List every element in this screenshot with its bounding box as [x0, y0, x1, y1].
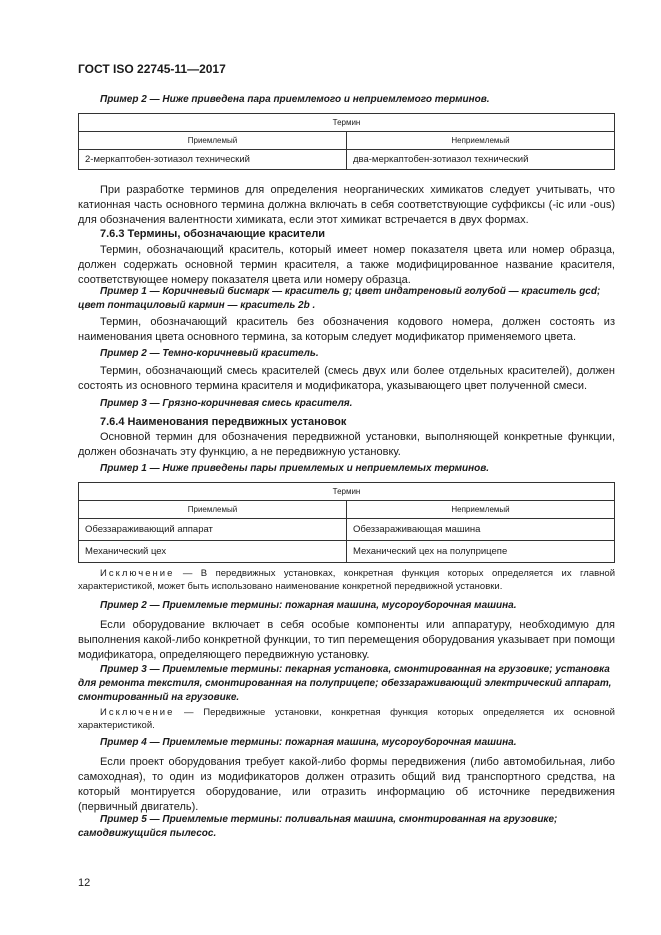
note-label: Исключение — [100, 568, 175, 579]
table-title: Термин — [79, 483, 615, 501]
table-title: Термин — [79, 114, 615, 132]
section-heading-7-6-3: 7.6.3 Термины, обозначающие красители — [100, 228, 326, 240]
example-dye-2: Пример 2 — Темно-коричневый краситель. — [100, 348, 319, 359]
paragraph-dye-3: Термин, обозначающий смесь красителей (смесь двух или более отдельных красителей), должен состоять из основного термина красителя и модификатора, указывающего цвет полученной смеси. — [78, 365, 615, 392]
paragraph-dye-2: Термин, обозначающий краситель без обозначения кодового номера, должен состоять из наименования цвета основного термина, за которым следует модификатор применяемого цвета. — [78, 316, 615, 343]
note-2 — [78, 706, 615, 732]
paragraph-mobile-1: Основной термин для обозначения передвижной установки, выполняющей конкретные функции, должен обозначать эту функцию, а не передвижную установку. — [78, 431, 615, 458]
section-heading-7-6-4: 7.6.4 Наименования передвижных установок — [100, 416, 347, 428]
paragraph-mobile-2: Если оборудование включает в себя особые компоненты или аппаратуру, необходимую для выполнения какой-либо конкретной функции, то тип перемещения оборудования указывает при помощи модификатора, определяющего передвижную установку. — [78, 619, 615, 661]
example-mobile-1: Пример 1 — Ниже приведены пары приемлемых и неприемлемых терминов. — [100, 463, 490, 474]
table-cell-unacceptable: Обеззараживающая машина — [347, 519, 615, 541]
table-row — [79, 541, 615, 563]
table-row — [79, 519, 615, 541]
example-dye-3: Пример 3 — Грязно-коричневая смесь красителя. — [100, 398, 353, 409]
example-dye-1: Пример 1 — Коричневый бисмарк — краситель g; цвет индатреновый голубой — краситель gcd; цвет понтациловый кармин — краситель 2b . — [78, 286, 601, 311]
table-cell-acceptable: 2-меркаптобен-зотиазол технический — [79, 150, 347, 170]
table-cell-acceptable: Обеззараживающий аппарат — [79, 519, 347, 541]
column-header-unacceptable: Неприемлемый — [347, 132, 615, 150]
note-text: — В передвижных установках, конкретная функция которых определяется их главной характеристикой, может быть использовано наименование конкретной передвижной установки. — [78, 568, 615, 592]
standard-header: ГОСТ ISO 22745-11—2017 — [78, 62, 226, 76]
example-mobile-5: Пример 5 — Приемлемые термины: поливальная машина, смонтированная на грузовике; самодвижущийся пылесос. — [78, 814, 558, 839]
column-header-acceptable: Приемлемый — [79, 501, 347, 519]
paragraph-mobile-3: Если проект оборудования требует какой-либо формы передвижения (либо автомобильная, либо самоходная), то один из модификаторов должен отразить общий вид транспортного средства, на который монтируется оборудование, или отразить информацию об источнике передвижения (первичный двигатель). — [78, 756, 615, 813]
terms-table-2 — [78, 482, 615, 563]
paragraph-dye-1: Термин, обозначающий краситель, который имеет номер показателя цвета или номер образца, должен содержать основной термин красителя, а также модифицированное название красителя, соответствующее номеру показателя цвета или номеру образца. — [78, 244, 615, 286]
column-header-unacceptable: Неприемлемый — [347, 501, 615, 519]
note-label: Исключение — [100, 707, 175, 718]
paragraph-inorganic: При разработке терминов для определения неорганических химикатов следует учитывать, что катионная часть основного термина должна включать в себя соответствующие суффиксы (-ic или -ous) для обозначения валентности химиката, если этот химикат встречается в двух формах. — [78, 184, 615, 226]
table-cell-unacceptable: Механический цех на полуприцепе — [347, 541, 615, 563]
note-text: — Передвижные установки, конкретная функция которых определяется их основной характеристикой. — [78, 707, 615, 731]
page-number: 12 — [78, 877, 91, 889]
example-mobile-4: Пример 4 — Приемлемые термины: пожарная машина, мусороуборочная машина. — [100, 737, 517, 748]
table-cell-acceptable: Механический цех — [79, 541, 347, 563]
table-row — [79, 150, 615, 170]
table-cell-unacceptable: два-меркаптобен-зотиазол технический — [347, 150, 615, 170]
example-mobile-3: Пример 3 — Приемлемые термины: пекарная установка, смонтированная на грузовике; установка для ремонта текстиля, смонтированная на полуприцепе; обеззараживающий электрический аппарат, смонтированный на грузовике. — [78, 664, 612, 703]
example-mobile-2: Пример 2 — Приемлемые термины: пожарная машина, мусороуборочная машина. — [100, 600, 517, 611]
terms-table-1 — [78, 113, 615, 170]
note-1 — [78, 567, 615, 593]
column-header-acceptable: Приемлемый — [79, 132, 347, 150]
example-pair-terms: Пример 2 — Ниже приведена пара приемлемого и неприемлемого терминов. — [100, 94, 490, 105]
